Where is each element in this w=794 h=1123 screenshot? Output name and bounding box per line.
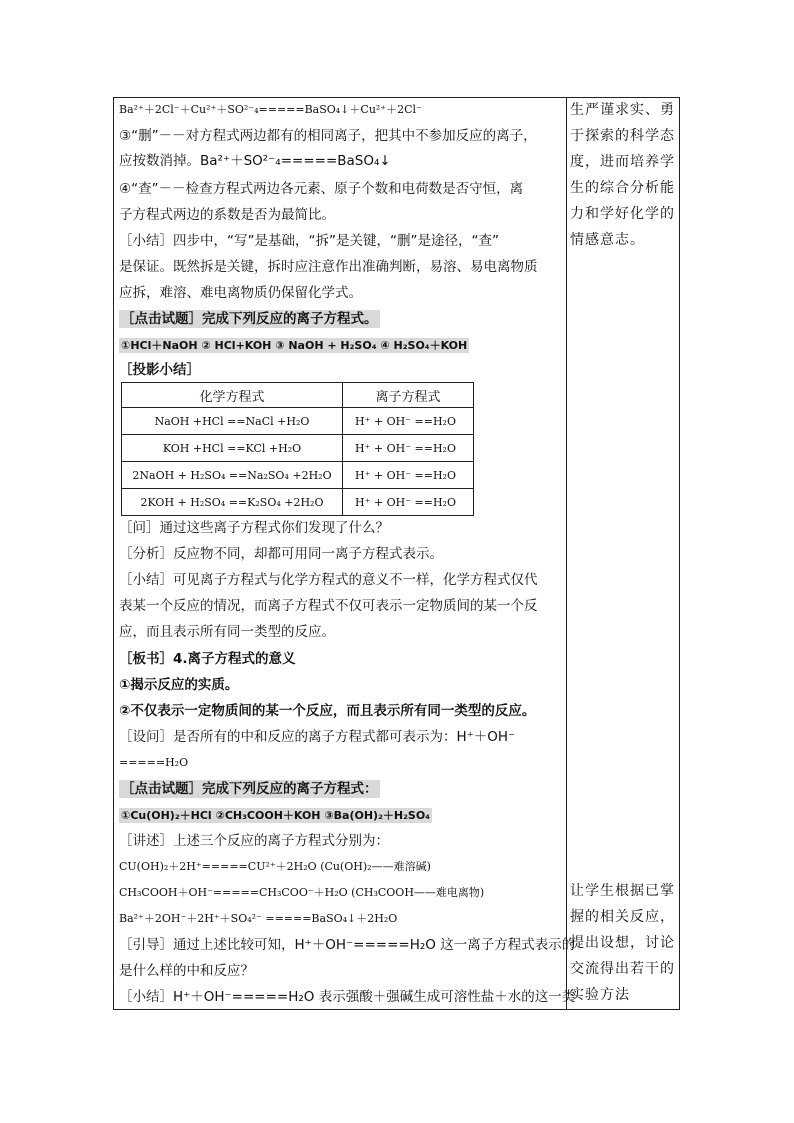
side-note-line: 交流得出若干的: [570, 961, 675, 977]
text-line: ［设问］是否所有的中和反应的离子方程式都可表示为：H⁺＋OH⁻: [119, 729, 516, 745]
table-row: [122, 408, 474, 435]
side-note-line: 实验方法: [570, 987, 630, 1003]
text-line: 子方程式两边的系数是否为最简比。: [119, 207, 335, 223]
text-line: ［小结］四步中，“写”是基础，“拆”是关键，“删”是途径，“查”: [119, 233, 499, 249]
equation-line: CH₃COOH＋OH⁻=====CH₃COO⁻＋H₂O (CH₃COOH——难电离物): [119, 886, 485, 899]
equation-line: Ba²⁺＋2Cl⁻＋Cu²⁺＋SO²⁻₄=====BaSO₄↓＋Cu²⁺＋2Cl⁻: [119, 103, 422, 116]
equation-line: CU(OH)₂＋2H⁺=====CU²⁺＋2H₂O (Cu(OH)₂——难溶碱): [119, 860, 431, 873]
exercise-items: ①Cu(OH)₂＋HCl ②CH₃COOH＋KOH ③Ba(OH)₂＋H₂SO₄: [121, 809, 430, 822]
summary-table: [121, 382, 474, 516]
text-line: 是什么样的中和反应？: [119, 963, 254, 979]
table-row: [122, 462, 474, 489]
text-line: 是保证。既然拆是关键，拆时应注意作出准确判断，易溶、易电离物质: [119, 259, 538, 275]
table-cell: H⁺ + OH⁻ ==H₂O: [343, 408, 474, 435]
projection-heading: ［投影小结］: [119, 362, 200, 378]
text-line: ［讲述］上述三个反应的离子方程式分别为：: [119, 833, 389, 849]
table-cell: H⁺ + OH⁻ ==H₂O: [343, 489, 474, 516]
table-cell: NaOH +HCl ==NaCl +H₂O: [122, 408, 343, 435]
side-note-line: 让学生根据已掌: [570, 883, 675, 899]
column-divider: [566, 98, 567, 1009]
table-row: [122, 435, 474, 462]
meaning-point: ②不仅表示一定物质间的某一个反应，而且表示所有同一类型的反应。: [119, 703, 536, 719]
exercise-heading: ［点击试题］完成下列反应的离子方程式。: [121, 311, 378, 327]
text-line: ④“查”－－检查方程式两边各元素、原子个数和电荷数是否守恒，离: [119, 181, 524, 197]
table-cell: 2NaOH + H₂SO₄ ==Na₂SO₄ +2H₂O: [122, 462, 343, 489]
text-line: ［小结］H⁺＋OH⁻=====H₂O 表示强酸＋强碱生成可溶性盐＋水的这一类: [119, 989, 576, 1005]
table-cell: 2KOH + H₂SO₄ ==K₂SO₄ +2H₂O: [122, 489, 343, 516]
side-note-line: 情感意志。: [570, 232, 645, 248]
side-note-line: 于探索的科学态: [570, 128, 675, 144]
text-line: 表某一个反应的情况，而离子方程式不仅可表示一定物质间的某一个反: [119, 598, 538, 614]
equation-line: =====H₂O: [119, 756, 189, 769]
exercise-heading: ［点击试题］完成下列反应的离子方程式：: [121, 781, 378, 797]
table-header-row: [122, 383, 474, 408]
text-line: 应拆，难溶、难电离物质仍保留化学式。: [119, 285, 362, 301]
analysis-line: ［分析］反应物不同，却都可用同一离子方程式表示。: [119, 546, 443, 562]
text-line: ③“删”－－对方程式两边都有的相同离子，把其中不参加反应的离子，: [119, 128, 537, 144]
meaning-point: ①揭示反应的实质。: [119, 677, 239, 693]
side-note-line: 生的综合分析能: [570, 180, 675, 196]
table-header: 离子方程式: [343, 383, 474, 408]
table-cell: KOH +HCl ==KCl +H₂O: [122, 435, 343, 462]
text-line: ［引导］通过上述比较可知，H⁺＋OH⁻=====H₂O 这一离子方程式表示的: [119, 937, 576, 953]
table-cell: H⁺ + OH⁻ ==H₂O: [343, 462, 474, 489]
text-line: 应，而且表示所有同一类型的反应。: [119, 624, 335, 640]
side-note-line: 度，进而培养学: [570, 154, 675, 170]
equation-line: Ba²⁺＋2OH⁻＋2H⁺＋SO₄²⁻ =====BaSO₄↓＋2H₂O: [119, 912, 398, 925]
board-heading: ［板书］4.离子方程式的意义: [119, 651, 296, 667]
side-note-line: 提出设想，讨论: [570, 935, 675, 951]
exercise-items: ①HCl＋NaOH ② HCl+KOH ③ NaOH + H₂SO₄ ④ H₂SO₄＋KOH: [121, 339, 468, 352]
lesson-table: [113, 97, 680, 1010]
table-cell: H⁺ + OH⁻ ==H₂O: [343, 435, 474, 462]
text-line: ［小结］可见离子方程式与化学方程式的意义不一样，化学方程式仅代: [119, 572, 538, 588]
side-note-line: 握的相关反应，: [570, 909, 675, 925]
side-note-line: 生严谨求实、勇: [570, 102, 675, 118]
table-row: [122, 489, 474, 516]
table-header: 化学方程式: [122, 383, 343, 408]
question-line: ［问］通过这些离子方程式你们发现了什么？: [119, 520, 389, 536]
side-note-line: 力和学好化学的: [570, 206, 675, 222]
text-line: 应按数消掉。Ba²⁺＋SO²⁻₄=====BaSO₄↓: [119, 153, 391, 169]
